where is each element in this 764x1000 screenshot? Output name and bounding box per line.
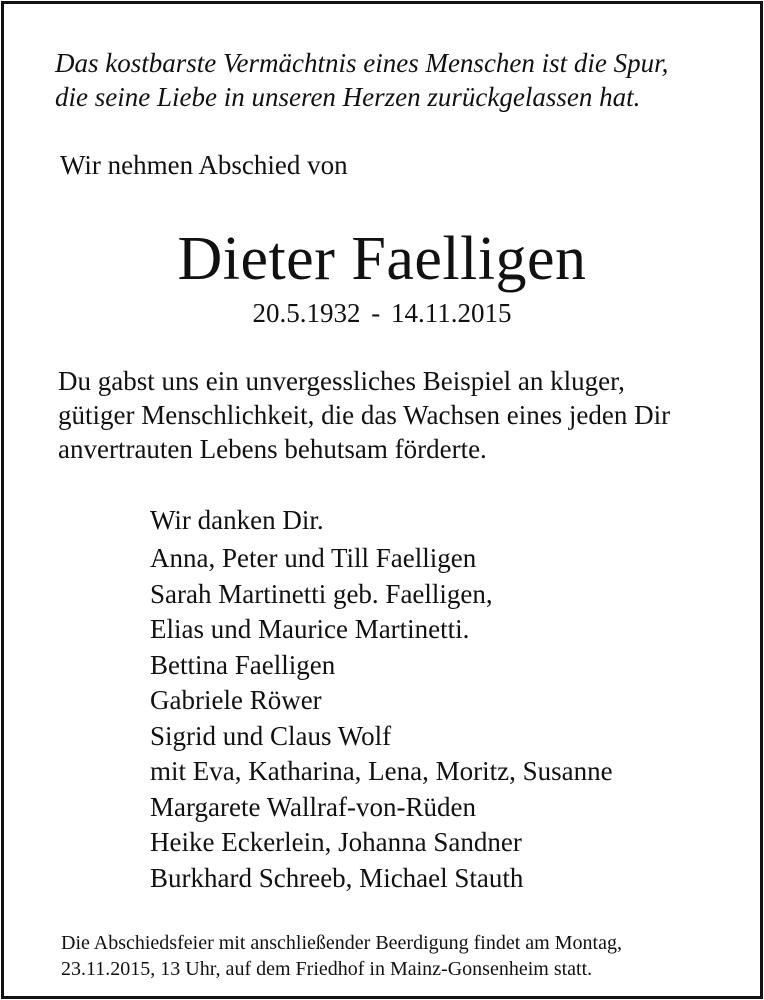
tribute-line: gütiger Menschlichkeit, die das Wachsen eines jeden Dir xyxy=(58,400,671,430)
tribute-line: Du gabst uns ein unvergessliches Beispiel an kluger, xyxy=(58,366,625,396)
farewell-intro: Wir nehmen Abschied von xyxy=(60,150,348,180)
signer-line: Heike Eckerlein, Johanna Sandner xyxy=(150,827,522,857)
tribute-text xyxy=(58,364,670,466)
signer-line: Burkhard Schreeb, Michael Stauth xyxy=(150,862,524,893)
quote-line: die seine Liebe in unseren Herzen zurückgelassen hat. xyxy=(55,82,641,112)
notice-line: 23.11.2015, 13 Uhr, auf dem Friedhof in Mainz-Gonsenheim statt. xyxy=(61,958,593,980)
memorial-quote xyxy=(55,46,668,114)
signer-line: Sarah Martinetti geb. Faelligen, xyxy=(150,578,493,609)
signers-list xyxy=(150,541,613,896)
tribute-line: anvertrauten Lebens behutsam förderte. xyxy=(58,434,487,464)
signer-line: Sigrid und Claus Wolf xyxy=(150,720,392,751)
signer-line: mit Eva, Katharina, Lena, Moritz, Susanne xyxy=(150,756,613,786)
signer-line: Bettina Faelligen xyxy=(150,649,336,680)
thanks-line: Wir danken Dir. xyxy=(150,505,324,535)
signer-line: Gabriele Röwer xyxy=(150,685,322,715)
signer-line: Elias und Maurice Martinetti. xyxy=(150,614,470,644)
signer-line: Anna, Peter und Till Faelligen xyxy=(150,543,477,573)
notice-line: Die Abschiedsfeier mit anschließender Beerdigung findet am Montag, xyxy=(61,932,622,954)
signer-line: Margarete Wallraf-von-Rüden xyxy=(150,791,476,822)
quote-line: Das kostbarste Vermächtnis eines Menschen ist die Spur, xyxy=(55,48,669,78)
funeral-notice xyxy=(61,930,622,982)
deceased-name: Dieter Faelligen xyxy=(177,225,587,293)
life-dates: 20.5.1932 - 14.11.2015 xyxy=(252,298,512,328)
